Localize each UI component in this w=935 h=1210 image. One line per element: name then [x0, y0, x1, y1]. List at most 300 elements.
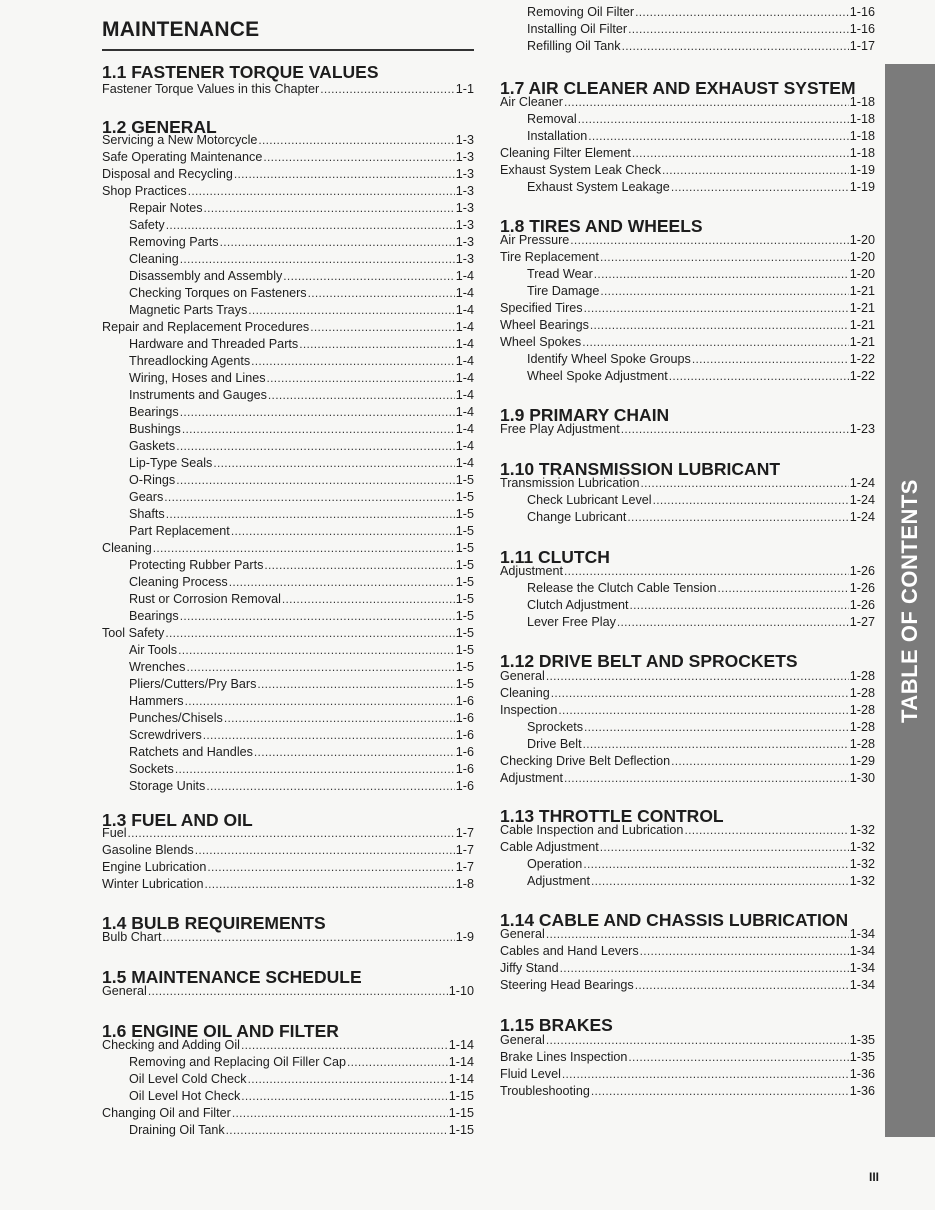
- toc-entry-page: 1-6: [455, 728, 474, 742]
- page-title: MAINTENANCE: [102, 18, 260, 41]
- toc-entry[interactable]: [500, 770, 875, 786]
- dot-leader: [632, 145, 849, 161]
- toc-entry[interactable]: [102, 421, 474, 437]
- toc-entry-label: Draining Oil Tank: [129, 1123, 225, 1137]
- toc-entry[interactable]: [102, 710, 474, 726]
- toc-entry-label: Tire Damage: [527, 284, 600, 298]
- toc-entry[interactable]: [500, 822, 875, 838]
- toc-entry-label: Repair Notes: [129, 201, 203, 215]
- toc-entry-page: 1-5: [455, 643, 474, 657]
- dot-leader: [166, 217, 455, 233]
- dot-leader: [180, 608, 455, 624]
- toc-entry[interactable]: [102, 659, 474, 675]
- dot-leader: [684, 822, 848, 838]
- toc-entry[interactable]: [500, 856, 875, 872]
- toc-entry[interactable]: [102, 676, 474, 692]
- toc-entry-page: 1-8: [455, 877, 474, 891]
- toc-entry-page: 1-19: [849, 180, 875, 194]
- toc-entry-page: 1-15: [448, 1106, 474, 1120]
- dot-leader: [299, 336, 455, 352]
- toc-entry[interactable]: [500, 21, 875, 37]
- toc-entry[interactable]: [500, 351, 875, 367]
- toc-entry[interactable]: [500, 317, 875, 333]
- toc-entry[interactable]: [500, 475, 875, 491]
- toc-entry[interactable]: [500, 300, 875, 316]
- dot-leader: [588, 128, 849, 144]
- toc-entry[interactable]: [500, 1066, 875, 1082]
- toc-entry-page: 1-6: [455, 711, 474, 725]
- toc-entry[interactable]: [102, 302, 474, 318]
- toc-entry-page: 1-22: [849, 352, 875, 366]
- toc-entry-label: Transmission Lubrication: [500, 476, 640, 490]
- toc-entry[interactable]: [102, 472, 474, 488]
- dot-leader: [692, 351, 849, 367]
- toc-entry-label: Inspection: [500, 703, 558, 717]
- dot-leader: [165, 625, 454, 641]
- dot-leader: [630, 597, 849, 613]
- toc-entry[interactable]: [102, 404, 474, 420]
- toc-entry-page: 1-15: [448, 1089, 474, 1103]
- toc-entry-label: Free Play Adjustment: [500, 422, 620, 436]
- toc-entry[interactable]: [500, 492, 875, 508]
- toc-entry[interactable]: [102, 642, 474, 658]
- toc-entry-label: Repair and Replacement Procedures: [102, 320, 310, 334]
- toc-entry[interactable]: [102, 693, 474, 709]
- toc-entry-label: General: [500, 1033, 545, 1047]
- dot-leader: [564, 770, 849, 786]
- toc-entry[interactable]: [500, 1049, 875, 1065]
- toc-entry-page: 1-4: [455, 337, 474, 351]
- toc-entry[interactable]: [102, 149, 474, 165]
- toc-entry-label: General: [500, 927, 545, 941]
- toc-entry[interactable]: [500, 736, 875, 752]
- toc-entry-page: 1-28: [849, 703, 875, 717]
- section-heading[interactable]: 1.7 AIR CLEANER AND EXHAUST SYSTEM: [500, 78, 856, 98]
- toc-entry-label: Tool Safety: [102, 626, 165, 640]
- dot-leader: [635, 977, 849, 993]
- toc-entry-page: 1-10: [448, 984, 474, 998]
- toc-entry-label: Fluid Level: [500, 1067, 561, 1081]
- toc-entry-label: Screwdrivers: [129, 728, 202, 742]
- toc-entry-label: Change Lubricant: [527, 510, 627, 524]
- toc-entry-label: Gaskets: [129, 439, 176, 453]
- toc-entry-label: Oil Level Cold Check: [129, 1072, 247, 1086]
- dot-leader: [182, 421, 455, 437]
- dot-leader: [600, 249, 849, 265]
- toc-entry[interactable]: [500, 38, 875, 54]
- toc-entry-label: Wheel Spoke Adjustment: [527, 369, 668, 383]
- toc-entry[interactable]: [500, 4, 875, 20]
- toc-entry[interactable]: [102, 234, 474, 250]
- section-heading[interactable]: 1.3 FUEL AND OIL: [102, 810, 253, 830]
- toc-entry[interactable]: [102, 506, 474, 522]
- section-heading[interactable]: 1.12 DRIVE BELT AND SPROCKETS: [500, 651, 798, 671]
- toc-entry[interactable]: [102, 727, 474, 743]
- toc-entry-page: 1-35: [849, 1033, 875, 1047]
- section-heading[interactable]: 1.9 PRIMARY CHAIN: [500, 405, 670, 425]
- toc-entry-label: Release the Clutch Cable Tension: [527, 581, 717, 595]
- dot-leader: [267, 370, 455, 386]
- toc-entry[interactable]: [102, 1054, 474, 1070]
- toc-entry[interactable]: [102, 455, 474, 471]
- toc-entry-page: 1-6: [455, 762, 474, 776]
- toc-entry[interactable]: [102, 268, 474, 284]
- toc-entry-page: 1-28: [849, 669, 875, 683]
- dot-leader: [224, 710, 455, 726]
- toc-entry-label: Shafts: [129, 507, 165, 521]
- toc-entry-page: 1-28: [849, 686, 875, 700]
- dot-leader: [628, 21, 849, 37]
- toc-entry-page: 1-19: [849, 163, 875, 177]
- toc-entry-page: 1-4: [455, 405, 474, 419]
- dot-leader: [570, 232, 848, 248]
- toc-entry-page: 1-5: [455, 507, 474, 521]
- dot-leader: [251, 353, 455, 369]
- toc-entry[interactable]: [500, 421, 875, 437]
- toc-entry[interactable]: [500, 753, 875, 769]
- toc-entry-label: Sockets: [129, 762, 174, 776]
- toc-entry-label: Threadlocking Agents: [129, 354, 251, 368]
- toc-entry-page: 1-4: [455, 422, 474, 436]
- toc-entry-label: Engine Lubrication: [102, 860, 207, 874]
- toc-entry[interactable]: [102, 217, 474, 233]
- toc-entry[interactable]: [102, 81, 474, 97]
- toc-entry-page: 1-26: [849, 581, 875, 595]
- toc-entry[interactable]: [102, 983, 474, 999]
- toc-entry[interactable]: [500, 128, 875, 144]
- toc-entry-page: 1-14: [448, 1055, 474, 1069]
- toc-entry[interactable]: [500, 943, 875, 959]
- toc-entry[interactable]: [500, 249, 875, 265]
- dot-leader: [203, 727, 455, 743]
- toc-entry-page: 1-5: [455, 626, 474, 640]
- toc-entry[interactable]: [102, 1071, 474, 1087]
- toc-entry-label: Removal: [527, 112, 577, 126]
- toc-entry[interactable]: [102, 1037, 474, 1053]
- toc-entry[interactable]: [500, 614, 875, 630]
- toc-entry-label: Cables and Hand Levers: [500, 944, 639, 958]
- toc-entry-page: 1-26: [849, 598, 875, 612]
- toc-entry-page: 1-4: [455, 371, 474, 385]
- toc-entry[interactable]: [102, 166, 474, 182]
- section-heading[interactable]: 1.6 ENGINE OIL AND FILTER: [102, 1021, 339, 1041]
- toc-entry[interactable]: [102, 285, 474, 301]
- toc-entry-label: Checking Drive Belt Deflection: [500, 754, 671, 768]
- toc-entry[interactable]: [500, 1032, 875, 1048]
- toc-entry-label: Punches/Chisels: [129, 711, 223, 725]
- dot-leader: [263, 149, 454, 165]
- toc-entry-label: Installing Oil Filter: [527, 22, 628, 36]
- toc-entry[interactable]: [500, 509, 875, 525]
- toc-entry-page: 1-3: [455, 184, 474, 198]
- dot-leader: [180, 251, 455, 267]
- toc-entry-label: Refilling Oil Tank: [527, 39, 621, 53]
- dot-leader: [128, 825, 455, 841]
- toc-entry-label: Air Cleaner: [500, 95, 563, 109]
- toc-entry[interactable]: [500, 1083, 875, 1099]
- toc-entry[interactable]: [102, 761, 474, 777]
- title-divider: [102, 49, 474, 51]
- section-heading[interactable]: 1.5 MAINTENANCE SCHEDULE: [102, 967, 362, 987]
- toc-entry-label: Adjustment: [500, 771, 563, 785]
- toc-entry-label: Tire Replacement: [500, 250, 599, 264]
- section-heading[interactable]: 1.2 GENERAL: [102, 117, 217, 137]
- toc-entry[interactable]: [500, 668, 875, 684]
- toc-entry-label: Clutch Adjustment: [527, 598, 629, 612]
- toc-entry-label: Gasoline Blends: [102, 843, 194, 857]
- toc-entry-page: 1-3: [455, 252, 474, 266]
- toc-entry[interactable]: [500, 977, 875, 993]
- toc-entry-page: 1-28: [849, 737, 875, 751]
- toc-entry[interactable]: [102, 353, 474, 369]
- dot-leader: [590, 317, 849, 333]
- toc-entry[interactable]: [102, 842, 474, 858]
- toc-entry[interactable]: [102, 557, 474, 573]
- table-of-contents-tab: [885, 64, 935, 1137]
- toc-entry-page: 1-20: [849, 233, 875, 247]
- toc-entry[interactable]: [500, 334, 875, 350]
- toc-entry-label: Oil Level Hot Check: [129, 1089, 241, 1103]
- dot-leader: [583, 856, 848, 872]
- toc-entry-page: 1-4: [455, 269, 474, 283]
- toc-entry-page: 1-6: [455, 779, 474, 793]
- dot-leader: [584, 300, 849, 316]
- dot-leader: [229, 574, 455, 590]
- toc-entry[interactable]: [500, 839, 875, 855]
- toc-entry[interactable]: [102, 200, 474, 216]
- toc-entry-label: Wiring, Hoses and Lines: [129, 371, 266, 385]
- toc-entry[interactable]: [500, 702, 875, 718]
- section-heading[interactable]: 1.10 TRANSMISSION LUBRICANT: [500, 459, 781, 479]
- toc-entry[interactable]: [500, 283, 875, 299]
- dot-leader: [621, 421, 849, 437]
- toc-entry-page: 1-9: [455, 930, 474, 944]
- dot-leader: [594, 266, 849, 282]
- toc-entry[interactable]: [102, 183, 474, 199]
- toc-entry-page: 1-3: [455, 218, 474, 232]
- toc-entry[interactable]: [102, 744, 474, 760]
- toc-entry[interactable]: [102, 625, 474, 641]
- toc-entry-page: 1-5: [455, 558, 474, 572]
- toc-entry[interactable]: [102, 132, 474, 148]
- toc-entry-page: 1-5: [455, 490, 474, 504]
- dot-leader: [662, 162, 849, 178]
- toc-entry-page: 1-34: [849, 927, 875, 941]
- toc-entry-label: Check Lubricant Level: [527, 493, 652, 507]
- toc-entry[interactable]: [500, 94, 875, 110]
- toc-entry-label: Safety: [129, 218, 165, 232]
- toc-entry[interactable]: [500, 162, 875, 178]
- dot-leader: [241, 1037, 448, 1053]
- toc-entry-page: 1-5: [455, 524, 474, 538]
- toc-entry[interactable]: [102, 251, 474, 267]
- toc-entry[interactable]: [102, 929, 474, 945]
- toc-entry-page: 1-28: [849, 720, 875, 734]
- dot-leader: [248, 1071, 448, 1087]
- section-heading[interactable]: 1.4 BULB REQUIREMENTS: [102, 913, 326, 933]
- toc-entry-page: 1-7: [455, 826, 474, 840]
- toc-entry[interactable]: [102, 540, 474, 556]
- toc-entry-page: 1-4: [455, 303, 474, 317]
- toc-entry-page: 1-32: [849, 857, 875, 871]
- toc-entry[interactable]: [102, 591, 474, 607]
- toc-entry-label: Sprockets: [527, 720, 583, 734]
- toc-entry[interactable]: [102, 336, 474, 352]
- dot-leader: [188, 183, 455, 199]
- toc-entry-label: Installation: [527, 129, 588, 143]
- toc-entry[interactable]: [102, 489, 474, 505]
- toc-entry[interactable]: [102, 438, 474, 454]
- dot-leader: [347, 1054, 448, 1070]
- toc-entry-label: Safe Operating Maintenance: [102, 150, 263, 164]
- toc-entry-label: Lip-Type Seals: [129, 456, 213, 470]
- dot-leader: [248, 302, 455, 318]
- toc-entry[interactable]: [500, 580, 875, 596]
- toc-entry[interactable]: [500, 873, 875, 889]
- toc-entry[interactable]: [102, 859, 474, 875]
- dot-leader: [640, 943, 849, 959]
- toc-entry[interactable]: [500, 179, 875, 195]
- toc-entry-page: 1-24: [849, 493, 875, 507]
- dot-leader: [560, 960, 849, 976]
- dot-leader: [185, 693, 455, 709]
- toc-entry-label: Ratchets and Handles: [129, 745, 253, 759]
- toc-entry-page: 1-4: [455, 354, 474, 368]
- toc-entry-page: 1-24: [849, 476, 875, 490]
- toc-entry[interactable]: [102, 523, 474, 539]
- dot-leader: [220, 234, 455, 250]
- toc-entry[interactable]: [500, 145, 875, 161]
- toc-entry[interactable]: [500, 926, 875, 942]
- toc-entry[interactable]: [500, 368, 875, 384]
- toc-entry-label: Fuel: [102, 826, 127, 840]
- toc-entry-label: Part Replacement: [129, 524, 230, 538]
- toc-entry-label: O-Rings: [129, 473, 176, 487]
- toc-entry[interactable]: [500, 719, 875, 735]
- dot-leader: [669, 368, 849, 384]
- toc-entry-label: Removing Parts: [129, 235, 219, 249]
- toc-entry[interactable]: [500, 266, 875, 282]
- toc-entry-page: 1-21: [849, 318, 875, 332]
- toc-entry[interactable]: [102, 574, 474, 590]
- toc-entry-page: 1-4: [455, 320, 474, 334]
- toc-entry-page: 1-20: [849, 267, 875, 281]
- toc-entry-page: 1-5: [455, 677, 474, 691]
- toc-entry-page: 1-14: [448, 1072, 474, 1086]
- toc-entry[interactable]: [102, 608, 474, 624]
- toc-entry-page: 1-5: [455, 541, 474, 555]
- toc-entry[interactable]: [500, 685, 875, 701]
- toc-entry-label: Cleaning Filter Element: [500, 146, 631, 160]
- dot-leader: [584, 719, 849, 735]
- toc-entry-page: 1-34: [849, 978, 875, 992]
- toc-entry[interactable]: [102, 370, 474, 386]
- dot-leader: [600, 839, 849, 855]
- toc-entry-label: General: [500, 669, 545, 683]
- toc-entry-page: 1-21: [849, 284, 875, 298]
- toc-entry[interactable]: [102, 1105, 474, 1121]
- toc-entry[interactable]: [102, 1122, 474, 1138]
- toc-entry-page: 1-5: [455, 609, 474, 623]
- toc-entry[interactable]: [500, 111, 875, 127]
- toc-entry-label: Wheel Spokes: [500, 335, 582, 349]
- toc-entry[interactable]: [102, 319, 474, 335]
- toc-entry-page: 1-5: [455, 473, 474, 487]
- section-heading[interactable]: 1.11 CLUTCH: [500, 547, 610, 567]
- toc-entry[interactable]: [500, 597, 875, 613]
- toc-entry-label: Identify Wheel Spoke Groups: [527, 352, 691, 366]
- toc-entry[interactable]: [102, 387, 474, 403]
- dot-leader: [268, 387, 455, 403]
- toc-entry-page: 1-4: [455, 286, 474, 300]
- toc-entry-page: 1-18: [849, 112, 875, 126]
- dot-leader: [258, 132, 454, 148]
- toc-entry-page: 1-6: [455, 745, 474, 759]
- toc-entry-page: 1-26: [849, 564, 875, 578]
- toc-entry-label: Tread Wear: [527, 267, 593, 281]
- toc-entry-label: Cleaning: [102, 541, 152, 555]
- footer: [0, 1158, 935, 1192]
- toc-entry-label: Air Tools: [129, 643, 178, 657]
- dot-leader: [153, 540, 455, 556]
- toc-entry-page: 1-29: [849, 754, 875, 768]
- toc-entry[interactable]: [500, 232, 875, 248]
- section-heading[interactable]: 1.1 FASTENER TORQUE VALUES: [102, 62, 379, 82]
- toc-entry-label: Magnetic Parts Trays: [129, 303, 248, 317]
- toc-entry-label: Exhaust System Leakage: [527, 180, 670, 194]
- toc-entry-page: 1-21: [849, 301, 875, 315]
- dot-leader: [628, 1049, 848, 1065]
- dot-leader: [205, 876, 455, 892]
- toc-entry-label: Specified Tires: [500, 301, 583, 315]
- dot-leader: [164, 489, 455, 505]
- toc-entry-label: Changing Oil and Filter: [102, 1106, 231, 1120]
- section-heading[interactable]: 1.13 THROTTLE CONTROL: [500, 806, 724, 826]
- toc-entry-label: General: [102, 984, 147, 998]
- toc-entry[interactable]: [102, 876, 474, 892]
- toc-entry-label: Checking and Adding Oil: [102, 1038, 240, 1052]
- toc-entry-label: Checking Torques on Fasteners: [129, 286, 307, 300]
- toc-entry-page: 1-23: [849, 422, 875, 436]
- toc-entry-label: Fastener Torque Values in this Chapter: [102, 82, 320, 96]
- toc-entry-label: Protecting Rubber Parts: [129, 558, 264, 572]
- toc-entry-label: Removing and Replacing Oil Filler Cap: [129, 1055, 346, 1069]
- toc-entry-label: Storage Units: [129, 779, 206, 793]
- toc-entry[interactable]: [102, 1088, 474, 1104]
- dot-leader: [176, 472, 455, 488]
- toc-entry-label: Exhaust System Leak Check: [500, 163, 661, 177]
- toc-entry[interactable]: [102, 825, 474, 841]
- toc-entry-page: 1-21: [849, 335, 875, 349]
- toc-entry-label: Troubleshooting: [500, 1084, 590, 1098]
- toc-entry[interactable]: [500, 563, 875, 579]
- dot-leader: [254, 744, 455, 760]
- dot-leader: [232, 1105, 448, 1121]
- dot-leader: [622, 38, 849, 54]
- dot-leader: [175, 761, 455, 777]
- section-heading[interactable]: 1.14 CABLE AND CHASSIS LUBRICATION: [500, 910, 849, 930]
- toc-entry[interactable]: [500, 960, 875, 976]
- toc-entry-label: Jiffy Stand: [500, 961, 559, 975]
- toc-entry-label: Winter Lubrication: [102, 877, 204, 891]
- toc-entry-page: 1-4: [455, 456, 474, 470]
- toc-entry-label: Instruments and Gauges: [129, 388, 267, 402]
- toc-entry-page: 1-18: [849, 129, 875, 143]
- toc-entry-page: 1-4: [455, 439, 474, 453]
- section-heading[interactable]: 1.8 TIRES AND WHEELS: [500, 216, 703, 236]
- toc-entry[interactable]: [102, 778, 474, 794]
- section-heading[interactable]: 1.15 BRAKES: [500, 1015, 613, 1035]
